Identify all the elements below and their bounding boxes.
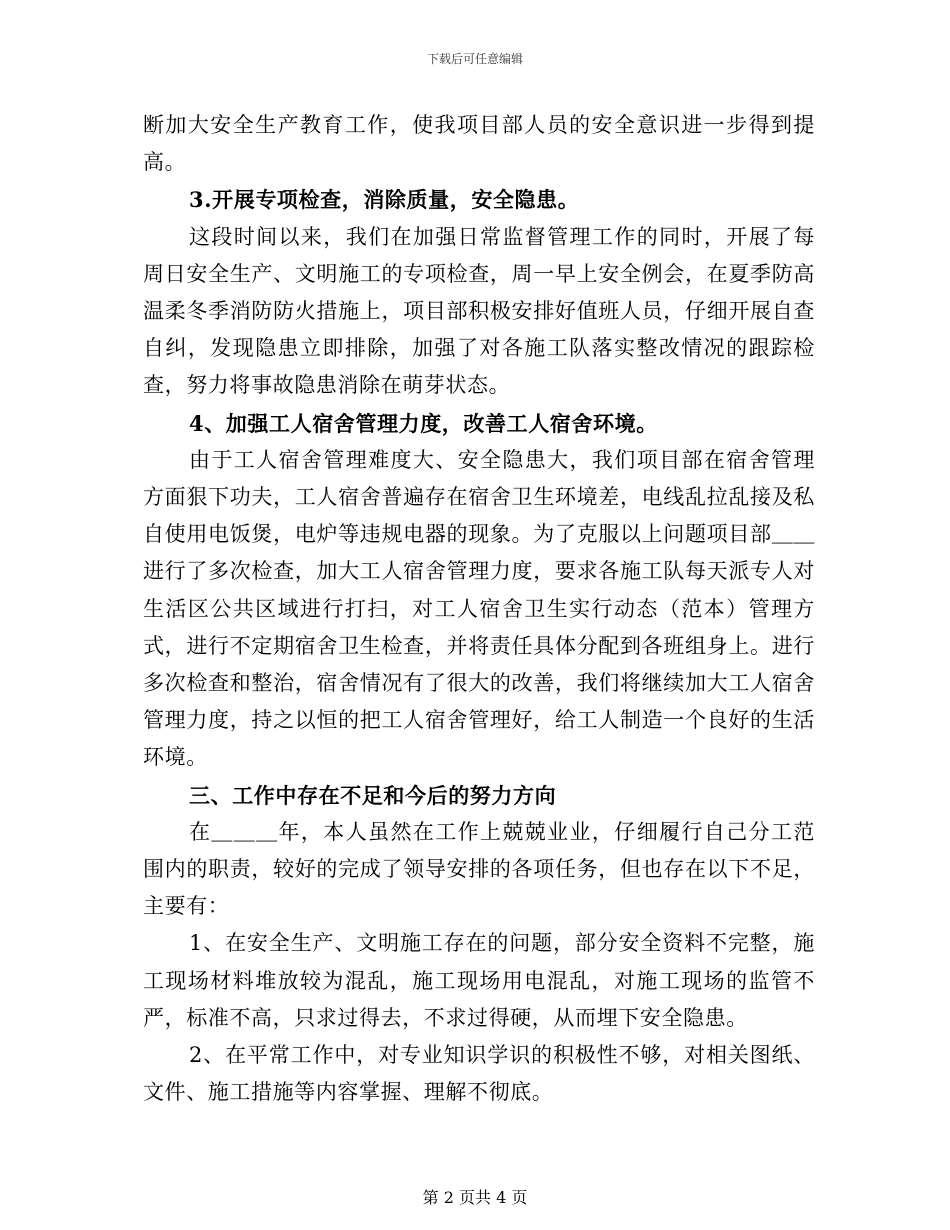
section-heading-3: 3.开展专项检查，消除质量，安全隐患。	[189, 187, 580, 213]
paragraph-continued: 断加大安全生产教育工作，使我项目部人员的安全意识进一步得到提高。	[143, 113, 815, 175]
paragraph: 在＿＿＿年，本人虽然在工作上兢兢业业，仔细履行自己分工范围内的职责，较好的完成了领导安排的各项任务，但也存在以下不足，主要有：	[143, 819, 815, 919]
section-heading-4: 4、加强工人宿舍管理力度，改善工人宿舍环境。	[189, 410, 658, 436]
list-item-2: 2、在平常工作中，对专业知识学识的积极性不够，对相关图纸、文件、施工措施等内容掌握、理解不彻底。	[143, 1043, 815, 1105]
page-header: 下载后可任意编辑	[426, 52, 523, 66]
document-body	[143, 107, 815, 1111]
paragraph: 由于工人宿舍管理难度大、安全隐患大，我们项目部在宿舍管理方面狠下功夫，工人宿舍普遍存在宿舍卫生环境差，电线乱拉乱接及私自使用电饭煲，电炉等违规电器的现象。为了克服以上问题项目部＿＿进行了多次检查，加大工人宿舍管理力度，要求各施工队每天派专人对生活区公共区域进行打扫，对工人宿舍卫生实行动态（范本）管理方式，进行不定期宿舍卫生检查，并将责任具体分配到各班组身上。进行多次检查和整治，宿舍情况有了很大的改善，我们将继续加大工人宿舍管理力度，持之以恒的把工人宿舍管理好，给工人制造一个良好的生活环境。	[143, 447, 815, 770]
paragraph: 这段时间以来，我们在加强日常监督管理工作的同时，开展了每周日安全生产、文明施工的专项检查，周一早上安全例会，在夏季防高温柔冬季消防防火措施上，项目部积极安排好值班人员，仔细开展自查自纠，发现隐患立即排除，加强了对各施工队落实整改情况的跟踪检查，努力将事故隐患消除在萌芽状态。	[143, 224, 815, 398]
page-footer: 第 2 页共 4 页	[422, 1188, 528, 1207]
chapter-heading-3: 三、工作中存在不足和今后的努力方向	[189, 782, 557, 808]
list-item-1: 1、在安全生产、文明施工存在的问题，部分安全资料不完整，施工现场材料堆放较为混乱，施工现场用电混乱，对施工现场的监管不严，标准不高，只求过得去，不求过得硬，从而埋下安全隐患。	[143, 931, 815, 1030]
